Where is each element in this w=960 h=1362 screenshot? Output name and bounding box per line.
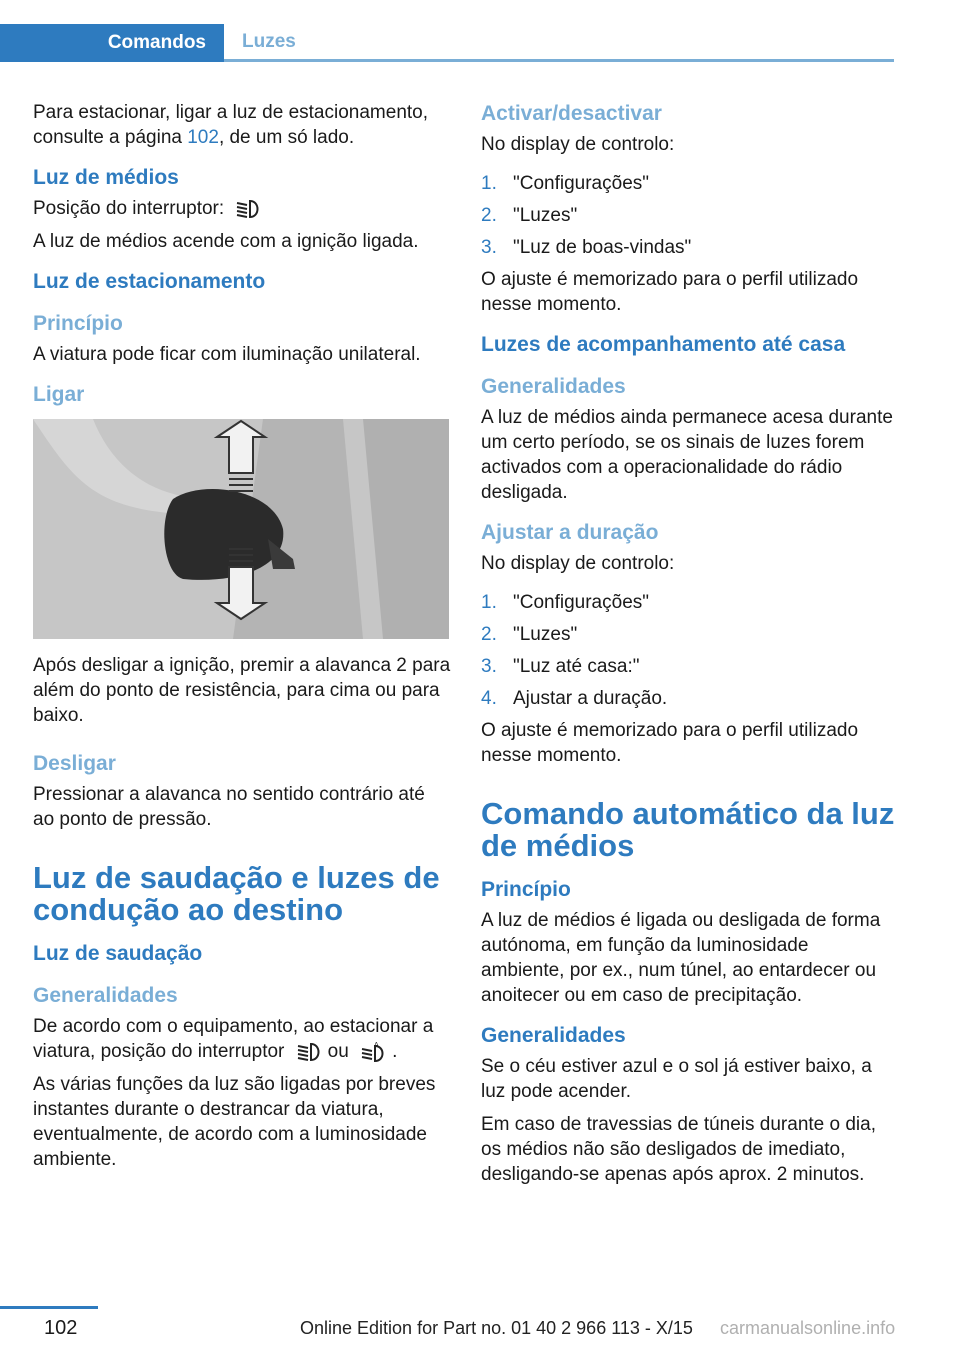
tab-underline <box>224 59 894 62</box>
watermark: carmanualsonline.info <box>720 1318 896 1338</box>
paragraph-medios-acende: A luz de médios acende com a ignição ligada. <box>33 231 419 252</box>
heading-luz-medios: Luz de médios <box>33 166 179 189</box>
heading-ajustar: Ajustar a duração <box>481 521 659 544</box>
footer-line <box>0 1306 98 1309</box>
list-item: 1. "Configurações" <box>481 173 650 194</box>
page-link[interactable]: 102 <box>187 127 219 148</box>
paragraph-ajuste-2: O ajuste é memorizado para o perfil utilizado nesse momento. <box>481 720 859 766</box>
paragraph-ajuste-1: O ajuste é memorizado para o perfil utilizado nesse momento. <box>481 269 859 315</box>
heading-comando-big: Comando automático da luz de médios <box>481 796 895 863</box>
lever-drawing <box>33 419 449 639</box>
paragraph-estacionar: Para estacionar, ligar a luz de estacionamento, consulte a página 102, de um só lado. <box>33 102 429 148</box>
paragraph-principio-right: A luz de médios é ligada ou desligada de forma autónoma, em função da luminosidade ambiente, por ex., num túnel, ao entardecer ou anoitecer ou em caso de precipitação. <box>481 910 881 1006</box>
tab-comandos[interactable]: Comandos <box>0 24 224 62</box>
edition-text: Online Edition for Part no. 01 40 2 966 113 - X/15 <box>300 1318 693 1338</box>
heading-generalidades-left: Generalidades <box>33 984 178 1007</box>
left-column <box>33 100 451 1180</box>
low-beam-icon <box>233 198 263 220</box>
paragraph-principio: A viatura pode ficar com iluminação unilateral. <box>33 344 421 365</box>
heading-principio-right: Princípio <box>481 878 571 901</box>
list-ajustar <box>481 590 897 711</box>
heading-acompanhamento: Luzes de acompanhamento até casa <box>481 333 846 356</box>
low-beam-icon <box>294 1041 324 1063</box>
paragraph-desligar: Pressionar a alavanca no sentido contrário até ao ponto de pressão. <box>33 784 425 830</box>
list-item: 4. Ajustar a duração. <box>481 688 668 709</box>
heading-desligar: Desligar <box>33 752 116 775</box>
tab-luzes[interactable]: Luzes <box>242 31 296 52</box>
list-activar <box>481 171 897 260</box>
paragraph-display-2: No display de controlo: <box>481 553 675 574</box>
paragraph-apos: Após desligar a ignição, premir a alavanca 2 para além do ponto de resistência, para cima ou para baixo. <box>33 655 451 726</box>
heading-ligar: Ligar <box>33 383 85 406</box>
paragraph-posicao: Posição do interruptor: <box>33 196 451 221</box>
header-tabs <box>0 24 894 62</box>
lever-illustration <box>33 419 449 639</box>
heading-estacionamento: Luz de estacionamento <box>33 270 266 293</box>
page-number: 102 <box>44 1317 78 1339</box>
paragraph-acompanhamento: A luz de médios ainda permanece acesa durante um certo período, se os sinais de luzes forem activados com a operacionalidade do rádio desligada. <box>481 407 893 503</box>
list-item: 1. "Configurações" <box>481 592 650 613</box>
paragraph-varias: As várias funções da luz são ligadas por breves instantes durante o destrancar da viatura, eventualmente, de acordo com a luminosidade ambiente. <box>33 1074 436 1170</box>
paragraph-ceu: Se o céu estiver azul e o sol já estiver baixo, a luz pode acender. <box>481 1056 872 1102</box>
auto-headlight-icon <box>358 1041 388 1063</box>
heading-activar: Activar/desactivar <box>481 102 662 125</box>
heading-principio: Princípio <box>33 312 123 335</box>
heading-saudacao: Luz de saudação <box>33 942 203 965</box>
paragraph-acordo: De acordo com o equipamento, ao estacionar a viatura, posição do interruptor ou A . <box>33 1016 434 1062</box>
svg-text:A: A <box>374 1041 379 1049</box>
heading-saudacao-big: Luz de saudação e luzes de condução ao destino <box>33 860 440 927</box>
list-item: 3. "Luz até casa:" <box>481 656 640 677</box>
paragraph-tuneis: Em caso de travessias de túneis durante o dia, os médios não são desligados de imediato, desligando-se apenas após aprox. 2 minutos. <box>481 1114 877 1185</box>
list-item: 3. "Luz de boas-vindas" <box>481 237 692 258</box>
paragraph-display-1: No display de controlo: <box>481 134 675 155</box>
right-column <box>481 100 897 1195</box>
heading-generalidades-right-2: Generalidades <box>481 1024 626 1047</box>
list-item: 2. "Luzes" <box>481 624 578 645</box>
heading-generalidades-right: Generalidades <box>481 375 626 398</box>
list-item: 2. "Luzes" <box>481 205 578 226</box>
